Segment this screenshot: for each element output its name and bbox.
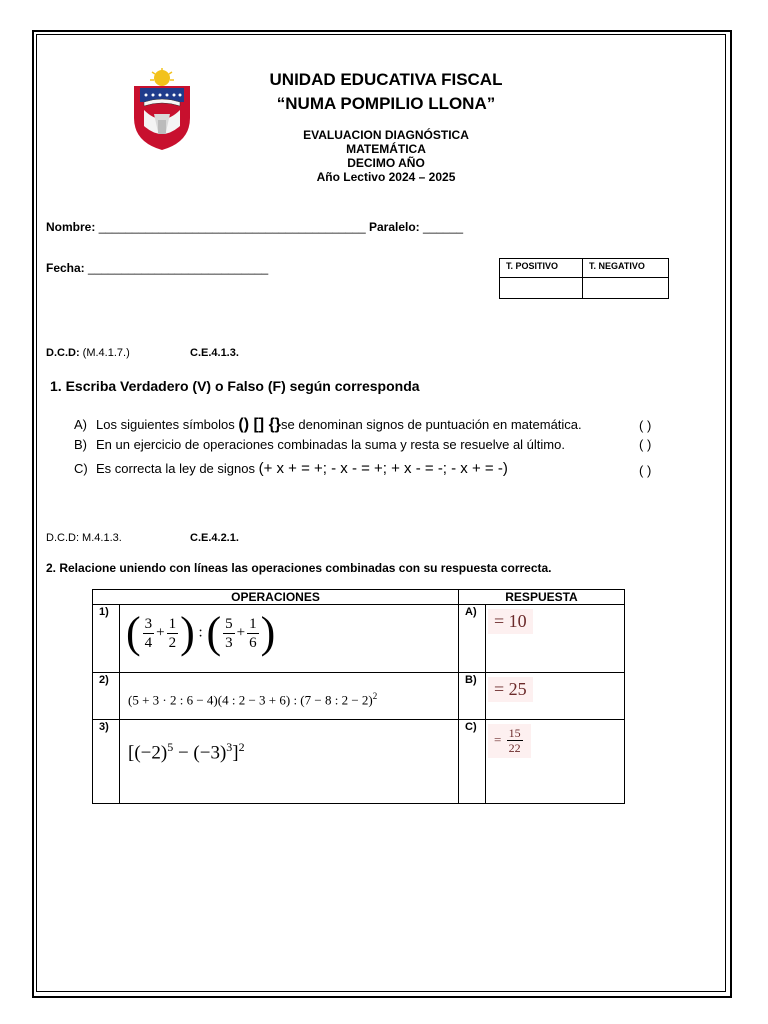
colon-sign: : <box>198 624 203 641</box>
numerator: 5 <box>225 615 233 632</box>
q1-item-c <box>74 460 508 477</box>
q1-item-b-answer[interactable]: ( ) <box>639 437 652 452</box>
operation-3-expr <box>128 740 458 764</box>
rowB-letter: B) <box>459 673 486 720</box>
school-name <box>200 68 572 116</box>
paralelo-field[interactable]: ______ <box>423 220 464 234</box>
paralelo-label: Paralelo: <box>368 220 420 234</box>
op3-exp1: 5 <box>167 740 174 754</box>
row2-number: 2) <box>93 673 120 720</box>
fraction <box>247 615 259 652</box>
fraction <box>143 615 155 652</box>
operation-2[interactable] <box>120 673 459 720</box>
fraction <box>223 615 235 652</box>
subject: MATEMÁTICA <box>346 142 426 156</box>
operation-2-exponent: 2 <box>372 691 378 701</box>
plus-sign: + <box>236 624 246 641</box>
row3-number: 3) <box>93 720 120 804</box>
operation-1[interactable] <box>120 605 459 673</box>
operation-1-expr <box>126 608 458 657</box>
q1-item-c-pre: Es correcta la ley de signos <box>96 461 259 476</box>
q1-item-a-pre: Los siguientes símbolos <box>96 417 239 432</box>
operation-3[interactable] <box>120 720 459 804</box>
score-cell-positive[interactable] <box>500 278 583 299</box>
op3-exp2: 3 <box>226 740 233 754</box>
q1-item-a-letter: A) <box>74 417 87 432</box>
operation-2-expr <box>128 691 458 708</box>
q1-item-b <box>74 437 565 452</box>
name-field[interactable]: ________________________________________ <box>98 220 366 234</box>
section2-ce: C.E.4.2.1. <box>190 532 239 544</box>
numerator: 1 <box>168 615 177 632</box>
question1-title: 1. Escriba Verdadero (V) o Falso (F) según corresponda <box>50 378 420 394</box>
score-table <box>499 258 669 299</box>
denominator: 4 <box>144 634 153 651</box>
q1-item-a-symbols: () [] {} <box>238 416 282 433</box>
grade: DECIMO AÑO <box>347 156 425 170</box>
fecha-field[interactable]: ___________________________ <box>88 261 269 275</box>
score-cell-negative[interactable] <box>583 278 669 299</box>
op3-mid: − (−3) <box>173 742 227 764</box>
q1-item-b-text: En un ejercicio de operaciones combinadas la suma y resta se resuelve al último. <box>96 437 565 452</box>
answer-C[interactable] <box>486 720 625 804</box>
col-respuesta: RESPUESTA <box>459 590 625 605</box>
paren-close: ) <box>260 608 276 657</box>
q1-item-a-answer[interactable]: ( ) <box>639 418 652 433</box>
rowC-letter: C) <box>459 720 486 804</box>
school-crest-logo <box>130 68 194 152</box>
paren-open: ( <box>126 608 141 657</box>
fecha-row <box>46 261 268 275</box>
op3-exp3: 2 <box>238 740 245 754</box>
q1-item-b-letter: B) <box>74 437 87 452</box>
answer-C-eq: = <box>494 731 502 747</box>
answer-B-value: = 25 <box>488 677 533 702</box>
school-name-line1: UNIDAD EDUCATIVA FISCAL <box>269 70 503 89</box>
name-label: Nombre: <box>46 220 96 234</box>
fraction <box>167 615 179 652</box>
fraction <box>507 726 523 756</box>
denominator: 6 <box>249 634 257 651</box>
exam-header <box>200 128 572 184</box>
table-row <box>93 673 625 720</box>
dcd-value: (M.4.1.7.) <box>82 347 130 359</box>
op3-base: [(−2) <box>128 742 168 764</box>
matching-table <box>92 589 625 804</box>
table-row <box>93 605 625 673</box>
numerator: 15 <box>508 726 521 740</box>
dcd-label: D.C.D: <box>46 347 80 359</box>
col-operaciones: OPERACIONES <box>93 590 459 605</box>
rowA-letter: A) <box>459 605 486 673</box>
op3-close: ] <box>232 742 239 764</box>
paren-close: ) <box>180 608 195 657</box>
operation-2-text: (5 + 3 · 2 : 6 − 4)(4 : 2 − 3 + 6) : (7 − 8 : 2 − 2) <box>128 692 373 708</box>
row1-number: 1) <box>93 605 120 673</box>
denominator: 2 <box>168 634 177 651</box>
score-header-positive: T. POSITIVO <box>500 259 583 278</box>
q1-item-c-answer[interactable]: ( ) <box>639 463 652 478</box>
answer-A[interactable] <box>486 605 625 673</box>
section2-dcd: D.C.D: M.4.1.3. <box>46 532 122 544</box>
q1-item-a-post: se denominan signos de puntuación en matemática. <box>281 417 582 432</box>
fecha-label: Fecha: <box>46 261 85 275</box>
answer-B[interactable] <box>486 673 625 720</box>
name-row <box>46 220 463 234</box>
section1-ce: C.E.4.1.3. <box>190 347 239 359</box>
school-year: Año Lectivo 2024 – 2025 <box>316 170 456 184</box>
paren-open: ( <box>206 608 222 657</box>
q1-item-c-rule: (+ x + = +; - x - = +; + x - = -; - x + = -) <box>258 460 508 477</box>
denominator: 22 <box>508 741 521 756</box>
numerator: 1 <box>249 615 257 632</box>
question2-title: 2. Relacione uniendo con líneas las operaciones combinadas con su respuesta correcta. <box>46 561 552 575</box>
school-name-line2: “NUMA POMPILIO LLONA” <box>276 94 496 113</box>
plus-sign: + <box>156 624 165 641</box>
table-row <box>93 720 625 804</box>
score-header-negative: T. NEGATIVO <box>583 259 669 278</box>
section1-dcd <box>46 347 130 359</box>
denominator: 3 <box>225 634 233 651</box>
answer-C-value <box>488 724 531 758</box>
q1-item-a <box>74 416 582 434</box>
numerator: 3 <box>144 615 153 632</box>
answer-A-value: = 10 <box>488 609 533 634</box>
exam-title: EVALUACION DIAGNÓSTICA <box>303 128 469 142</box>
q1-item-c-letter: C) <box>74 461 88 476</box>
